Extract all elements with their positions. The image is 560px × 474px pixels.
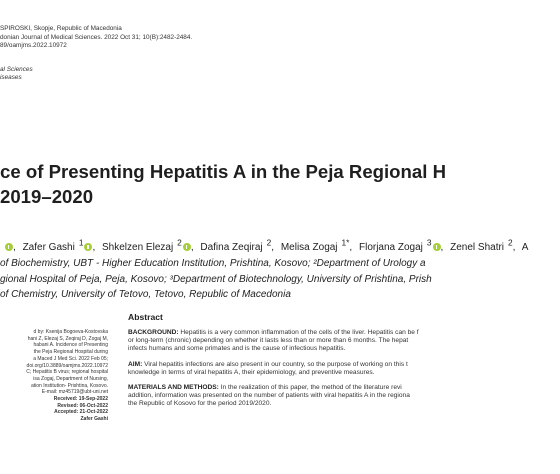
- date-accepted: Accepted: 21-Oct-2022: [54, 409, 108, 416]
- header-line: 89/oamjms.2022.10972: [0, 42, 67, 50]
- sidebar-line: ation Institution- Prishtina, Kosovo.: [31, 382, 108, 389]
- abstract-line: Hepatitis is a very common inflammation of the cells of the liver. Hepatitis can be f: [178, 329, 419, 336]
- abstract-body: [128, 329, 560, 416]
- email-link[interactable]: E-mail: mz45719@ubt-uni.net: [41, 389, 108, 396]
- title-line: 2019–2020: [0, 186, 94, 207]
- affiliation-line: of Biochemistry, UBT - Higher Education Institution, Prishtina, Kosovo; ²Department of Urology a: [0, 258, 426, 269]
- abstract-line: infects humans and some primates and is the cause of infectious hepatitis.: [128, 345, 346, 353]
- author[interactable]: ,: [0, 242, 16, 253]
- orcid-icon[interactable]: [5, 243, 13, 251]
- author[interactable]: Shkelzen Elezaj $^2$ ,: [102, 238, 194, 254]
- abstract-line: addition, information was presented on the number of patients with viral hepatitis A in the regiona: [128, 392, 410, 400]
- affiliation-line: gional Hospital of Peja, Peja, Kosovo; ³Department of Biotechnology, University of Prishtina, Prish: [0, 273, 432, 285]
- author[interactable]: Florjana Zogaj $^3$ ,: [358, 238, 444, 254]
- author-name: Zenel Shatri: [450, 242, 505, 254]
- author-name: Dafina Zeqiraj: [200, 242, 263, 254]
- abstract-line: or long-term (chronic) depending on whether it lasts less than or more than 6 months. The hepat: [128, 337, 409, 345]
- author-name: Zafer Gashi: [22, 242, 75, 254]
- sidebar-line: C; Hepatitis B virus; regional hospital: [26, 369, 108, 376]
- sidebar-line: a Maced J Med Sci. 2022 Feb 05;: [33, 355, 108, 362]
- author-affil-sup: 2: [177, 238, 182, 248]
- abstract-background: [128, 329, 560, 354]
- doi-link[interactable]: doi.org/10.3889/oamjms.2022.10972: [26, 362, 108, 369]
- author[interactable]: Zenel Shatri $^2$,: [450, 238, 516, 254]
- title-line: ce of Presenting Hepatitis A in the Peja Regional H: [0, 161, 446, 182]
- date-revised: Revised: 06-Oct-2022: [57, 402, 108, 409]
- affiliations: [0, 256, 432, 303]
- abstract-line: In the realization of this paper, the method of the literature revi: [218, 384, 402, 392]
- journal-section: [0, 66, 33, 82]
- sidebar-line: hani Z, Elezaj S, Zeqiraj D, Zogaj M,: [27, 335, 108, 342]
- sidebar-line: habani A. Incidence of Presenting: [33, 342, 108, 349]
- author-affil-sup: 1: [78, 238, 84, 248]
- citation-header: [0, 25, 192, 51]
- author-affil-sup: 2: [508, 238, 513, 248]
- author-name: Melisa Zogaj: [280, 242, 338, 254]
- background-label: BACKGROUND:: [128, 329, 179, 336]
- abstract-aim: [128, 361, 560, 377]
- abstract-methods: [128, 384, 560, 409]
- sidebar-line: d by: Ksenija Bogoeva-Kostovska: [33, 329, 108, 335]
- affiliation-line: of Chemistry, University of Tetovo, Tetovo, Republic of Macedonia: [0, 289, 291, 300]
- author[interactable]: Zafer Gashi $^1$ ,: [22, 238, 96, 254]
- journal-line: iseases: [0, 74, 22, 82]
- abstract-line: Viral hepatitis infections are also present in our country, so the purpose of working on this t: [142, 360, 408, 368]
- author[interactable]: Dafina Zeqiraj $^2$,: [200, 238, 275, 254]
- article-title: [0, 159, 446, 209]
- methods-label: MATERIALS AND METHODS:: [128, 384, 219, 392]
- orcid-icon[interactable]: [84, 243, 92, 251]
- author-name: A: [521, 242, 529, 254]
- journal-line: al Sciences: [0, 66, 33, 73]
- orcid-icon[interactable]: [183, 243, 191, 251]
- article-info-sidebar: [0, 329, 108, 423]
- orcid-icon[interactable]: [433, 243, 441, 251]
- sidebar-line: the Peja Regional Hospital during: [33, 349, 108, 356]
- sidebar-line: isa Zogaj, Department of Nursing,: [33, 375, 108, 382]
- abstract-heading: Abstract: [128, 312, 163, 322]
- author[interactable]: [522, 242, 533, 253]
- author-affil-sup: 1*: [341, 238, 350, 248]
- author-name: Shkelzen Elezaj: [102, 242, 174, 254]
- author-name: Florjana Zogaj: [358, 242, 423, 254]
- copyright-holder: Zafer Gashi: [80, 416, 108, 423]
- aim-label: AIM:: [128, 360, 143, 368]
- author-affil-sup: 2: [266, 238, 272, 248]
- author-list: [0, 238, 536, 253]
- author-affil-sup: 3: [426, 238, 432, 248]
- header-line: SPIROSKI, Skopje, Republic of Macedonia: [0, 25, 122, 32]
- author[interactable]: Melisa Zogaj $^{1*}$,: [280, 238, 353, 254]
- abstract-line: the Republic of Kosovo for the period 2019/2020.: [128, 400, 272, 408]
- abstract-line: knowledge in terms of viral hepatitis A, their epidemiology, and preventive measures.: [128, 368, 375, 376]
- header-line: donian Journal of Medical Sciences. 2022 Oct 31; 10(B):2482-2484.: [0, 33, 193, 41]
- date-received: Received: 19-Sep-2022: [53, 396, 108, 403]
